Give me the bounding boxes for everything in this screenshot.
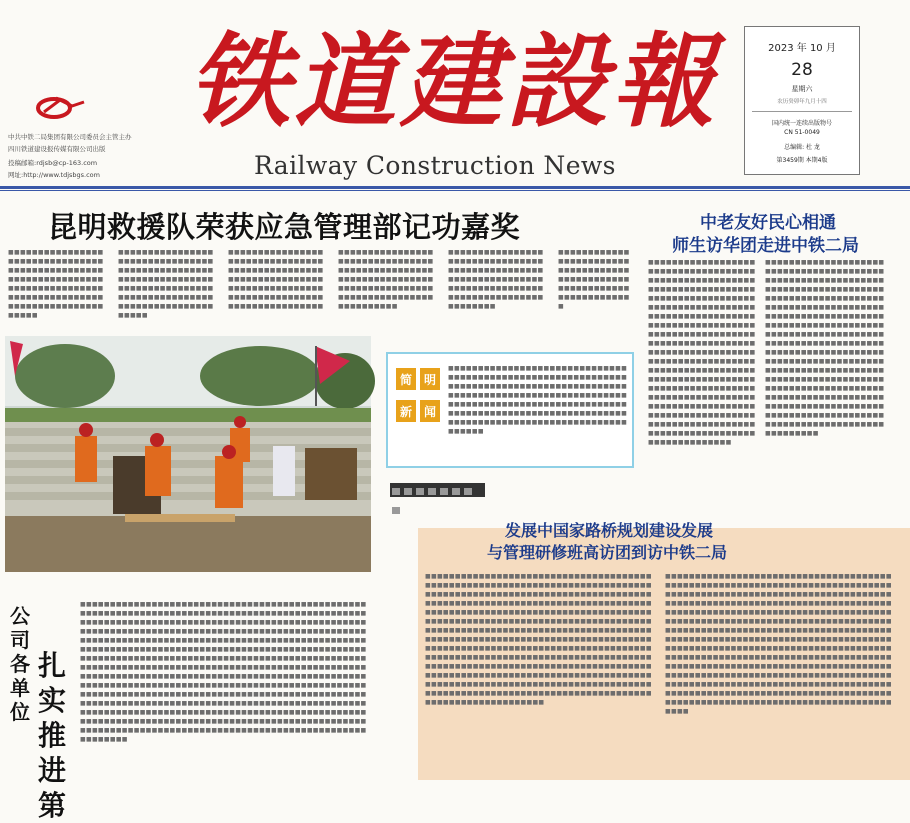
beige-body-col2: ■■■■■■■■■■■■■■■■■■■■■■■■■■■■■■■■■■■■■■■■■■■■■■■■■■■■■■■■■■■■■■■■■■■■■■■■■■■■■■■■■■■■■■■■■■■■■■■■■■■■■■■■■■■■■■■■■■■■■■■■■■■■■■■■■■■■■■■■■■■■■■■■■■■■■■■■■■■■■■■■■■■■■■■■■■■■■■■■■■■■■■■■■■■■■■■■■■■■■■■■■■■■■■■■■■■■■■■■■■■■■■■■■■■■■■■■■■■■■■■■■■■■■■■■■■■■■■■■■■■■■■■■■■■■■■■■■■■■■■■■■■■■■■■■■■■■■■■■■■■■■■■■■■■■■■■■■■■■■■■■■■■■■■■■■■■■■■■■■■■■■■■■■■■■■■■■■■■■■■■■■■■■■■■■■■■■■■■■■■■■■■■■■■■■■■■■■■■■■■■■■■■■■■■■■■■■■■■■■■■■■■■■■■■■■■■■■■■■■■■■■■■■■■■■■■■■■■■■■■■■■■■■■■■■■■■■■■■■■■■■■■■■■■■■■■■■■■■■■■■■■■■■■■■■■■■■■■■■■■■■■■■■■■■■■■■■■■■■■■■■■■■■■■■■■■■■■■■■■■■■■■■■■■■■■■■■■■	[665, 573, 892, 715]
right-body-col1: ■■■■■■■■■■■■■■■■■■■■■■■■■■■■■■■■■■■■■■■■■■■■■■■■■■■■■■■■■■■■■■■■■■■■■■■■■■■■■■■■■■■■■■■■■■■■■■■■■■■■■■■■■■■■■■■■■■■■■■■■■■■■■■■■■■■■■■■■■■■■■■■■■■■■■■■■■■■■■■■■■■■■■■■■■■■■■■■■■■■■■■■■■■■■■■■■■■■■■■■■■■■■■■■■■■■■■■■■■■■■■■■■■■■■■■■■■■■■■■■■■■■■■■■■■■■■■■■■■■■■■■■■■■■■■■■■■■■■■■■■■■■■■■■■■■■■■■■■■■■■■■■■■■■■■■■■■■■■■■■■■■■■■■■■■■■■■■■■■■■■■■■■■■■■■■■■■■■■■■■■■■■■■■■■■■■■■■	[648, 259, 756, 446]
side-label-char-2: 司	[10, 628, 30, 652]
right-body-col2: ■■■■■■■■■■■■■■■■■■■■■■■■■■■■■■■■■■■■■■■■■■■■■■■■■■■■■■■■■■■■■■■■■■■■■■■■■■■■■■■■■■■■■■■■■■■■■■■■■■■■■■■■■■■■■■■■■■■■■■■■■■■■■■■■■■■■■■■■■■■■■■■■■■■■■■■■■■■■■■■■■■■■■■■■■■■■■■■■■■■■■■■■■■■■■■■■■■■■■■■■■■■■■■■■■■■■■■■■■■■■■■■■■■■■■■■■■■■■■■■■■■■■■■■■■■■■■■■■■■■■■■■■■■■■■■■■■■■■■■■■■■■■■■■■■■■■■■■■■■■■■■■■■■■■■■■■■■■■■■■■■■■■■■■■■■■■■■■■■■■■■■■■■■■■■■■■■■■■■■■■■■■■■■■■■■■■■■■■■■■■■■■■■■■■■	[765, 259, 885, 437]
news-brief-char-3: 新	[396, 400, 416, 422]
lower-left-body: ■■■■■■■■■■■■■■■■■■■■■■■■■■■■■■■■■■■■■■■■■■■■■■■■■■■■■■■■■■■■■■■■■■■■■■■■■■■■■■■■■■■■■■■■■■■■■■■■■■■■■■■■■■■■■■■■■■■■■■■■■■■■■■■■■■■■■■■■■■■■■■■■■■■■■■■■■■■■■■■■■■■■■■■■■■■■■■■■■■■■■■■■■■■■■■■■■■■■■■■■■■■■■■■■■■■■■■■■■■■■■■■■■■■■■■■■■■■■■■■■■■■■■■■■■■■■■■■■■■■■■■■■■■■■■■■■■■■■■■■■■■■■■■■■■■■■■■■■■■■■■■■■■■■■■■■■■■■■■■■■■■■■■■■■■■■■■■■■■■■■■■■■■■■■■■■■■■■■■■■■■■■■■■■■■■■■■■■■■■■■■■■■■■■■■■■■■■■■■■■■■■■■■■■■■■■■■■■■■■■■■■■■■■■■■■■■■■■■■■■■■■■■■■■■■■■■■■■■■■■■■■■■■■■■■■■■■■■■■■■■■■■■■■■■■■■■■■■■■■■■■■■■■■■■■■■■■■■■■■■■■■■■■■■■■■■■■■■■■■■■■■■■■■■■■■■■■■■■■■■■■■■■■■■■■■■■■■■■■■■■■■■■■■■■■■■■■■■■■■■■■■■■■■■■■■■■■■■■■■■■■■■■■■■■■■■■■■■■■■■■■■■■■■■■■■■■■■■■■■■■■■■■■■■■■■■■■■■■■■■■■■■■■■■■■■■■■■■■■■■■■■■■■■■■■■■■■■■■■■■■■■■■■■■■	[80, 601, 367, 743]
company-logo	[34, 92, 86, 120]
cn-label: 国内统一连续出版物号	[771, 120, 832, 127]
news-brief-char-2: 明	[420, 368, 440, 390]
caption-block	[392, 488, 400, 495]
right-headline-line1: 中老友好民心相通	[700, 213, 836, 233]
caption-block	[440, 488, 448, 495]
lead-body-col3: ■■■■■■■■■■■■■■■■■■■■■■■■■■■■■■■■■■■■■■■■■■■■■■■■■■■■■■■■■■■■■■■■■■■■■■■■■■■■■■■■■■■■■■■■■■■■■■■■■■■■■■■■■■■■■■■■	[228, 249, 324, 310]
side-title-char-5: 第	[38, 789, 67, 822]
lead-headline: 昆明救援队荣获应急管理部记功嘉奖	[48, 210, 521, 244]
beige-headline-line2: 与管理研修班高访团到访中铁二局	[487, 543, 728, 562]
lead-body-col2: ■■■■■■■■■■■■■■■■■■■■■■■■■■■■■■■■■■■■■■■■■■■■■■■■■■■■■■■■■■■■■■■■■■■■■■■■■■■■■■■■■■■■■■■■■■■■■■■■■■■■■■■■■■■■■■■■■■■■■	[118, 249, 214, 319]
caption-block	[416, 488, 424, 495]
masthead-subtitle: Railway Construction News	[254, 151, 616, 180]
org-line-1: 中共中铁二局集团有限公司委员会主管主办	[8, 133, 132, 141]
issue-day: 28	[791, 60, 813, 80]
side-label-char-5: 位	[10, 700, 30, 724]
news-brief-title	[396, 368, 440, 444]
website-line: 网址:http://www.tdjsbgs.com	[8, 171, 100, 179]
caption-block	[428, 488, 436, 495]
side-title-char-3: 推	[38, 719, 67, 752]
chief-editor: 总编辑: 杜 龙	[784, 144, 820, 151]
side-label-char-1: 公	[10, 604, 30, 628]
email-line: 投稿邮箱:rdjsb@cp-163.com	[8, 159, 98, 167]
beige-body-col1: ■■■■■■■■■■■■■■■■■■■■■■■■■■■■■■■■■■■■■■■■■■■■■■■■■■■■■■■■■■■■■■■■■■■■■■■■■■■■■■■■■■■■■■■■■■■■■■■■■■■■■■■■■■■■■■■■■■■■■■■■■■■■■■■■■■■■■■■■■■■■■■■■■■■■■■■■■■■■■■■■■■■■■■■■■■■■■■■■■■■■■■■■■■■■■■■■■■■■■■■■■■■■■■■■■■■■■■■■■■■■■■■■■■■■■■■■■■■■■■■■■■■■■■■■■■■■■■■■■■■■■■■■■■■■■■■■■■■■■■■■■■■■■■■■■■■■■■■■■■■■■■■■■■■■■■■■■■■■■■■■■■■■■■■■■■■■■■■■■■■■■■■■■■■■■■■■■■■■■■■■■■■■■■■■■■■■■■■■■■■■■■■■■■■■■■■■■■■■■■■■■■■■■■■■■■■■■■■■■■■■■■■■■■■■■■■■■■■■■■■■■■■■■■■■■■■■■■■■■■■■■■■■■■■■■■■■■■■■■■■■■■■■■■■■■■■■■■■■■■■■■■■■■■■■■■■■■■■■■■■■■■■■■■■■■■■■■■■■■■■■■■■■■■■■■■■■	[425, 573, 652, 706]
news-brief-char-1: 简	[396, 368, 416, 390]
news-brief-char-4: 闻	[420, 400, 440, 422]
date-box	[744, 26, 860, 175]
issue-weekday: 星期六	[791, 85, 813, 93]
lead-body-col5: ■■■■■■■■■■■■■■■■■■■■■■■■■■■■■■■■■■■■■■■■■■■■■■■■■■■■■■■■■■■■■■■■■■■■■■■■■■■■■■■■■■■■■■■■■■■■■■■■■■■■■■■■	[448, 249, 544, 310]
lead-body-col6: ■■■■■■■■■■■■■■■■■■■■■■■■■■■■■■■■■■■■■■■■■■■■■■■■■■■■■■■■■■■■■■■■■■■■■■■■■	[558, 249, 630, 310]
masthead-rule-thin	[0, 190, 910, 191]
side-label-char-3: 各	[10, 652, 30, 676]
right-headline-line2: 师生访华团走进中铁二局	[672, 236, 859, 256]
lunar-date: 农历癸卯年九月十四	[777, 99, 827, 105]
beige-headline-line1: 发展中国家路桥规划建设发展	[505, 521, 714, 540]
cn-code: CN 51-0049	[784, 129, 820, 136]
photo-caption-bar	[390, 483, 485, 497]
lead-body-col4: ■■■■■■■■■■■■■■■■■■■■■■■■■■■■■■■■■■■■■■■■■■■■■■■■■■■■■■■■■■■■■■■■■■■■■■■■■■■■■■■■■■■■■■■■■■■■■■■■■■■■■■■■■■	[338, 249, 434, 310]
news-brief-body: ■■■■■■■■■■■■■■■■■■■■■■■■■■■■■■■■■■■■■■■■■■■■■■■■■■■■■■■■■■■■■■■■■■■■■■■■■■■■■■■■■■■■■■■■■■■■■■■■■■■■■■■■■■■■■■■■■■■■■■■■■■■■■■■■■■■■■■■■■■■■■■■■■■■■■■■■■■■■■■■■■■■■■■■■■■■■■■■■■■■■■■■■■■■■■■■■■■■■■■■■■■■■■■■■■■■■■■■■	[448, 365, 628, 435]
side-label-char-4: 单	[10, 676, 30, 700]
side-title-char-1: 扎	[38, 649, 67, 682]
side-title-char-4: 进	[38, 754, 67, 787]
news-brief-box	[386, 352, 634, 468]
side-story-title	[38, 648, 72, 823]
issue-number: 第3459期 本期4版	[776, 157, 828, 164]
side-title-char-2: 实	[38, 684, 67, 717]
caption-block	[452, 488, 460, 495]
caption-block	[404, 488, 412, 495]
side-story-label	[10, 604, 34, 724]
org-line-2: 四川铁道建设报传媒有限公司出版	[8, 145, 106, 153]
datebox-divider	[752, 111, 852, 112]
masthead-title: 铁道建設報	[188, 22, 718, 142]
caption-block	[392, 507, 400, 514]
masthead-rule	[0, 186, 910, 189]
issue-date: 2023 年 10 月	[768, 43, 836, 54]
lead-body-col1: ■■■■■■■■■■■■■■■■■■■■■■■■■■■■■■■■■■■■■■■■■■■■■■■■■■■■■■■■■■■■■■■■■■■■■■■■■■■■■■■■■■■■■■■■■■■■■■■■■■■■■■■■■■■■■■■■■■■■■	[8, 249, 104, 319]
rescue-training-photo	[5, 336, 371, 572]
caption-block	[464, 488, 472, 495]
